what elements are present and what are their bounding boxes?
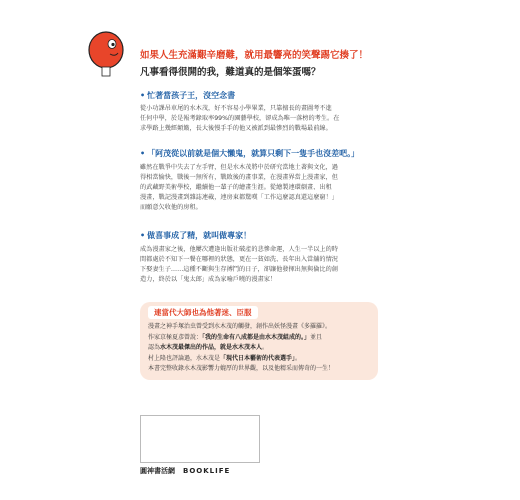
headline: 如果人生充滿艱辛磨難，就用最響亮的笑聲踢它揍了！ — [140, 50, 369, 61]
bullet-icon: • — [140, 149, 146, 158]
brand-logo: BOOKLIFE — [183, 467, 231, 475]
callout-body — [148, 322, 368, 375]
section-2-title: • 「阿茂從以前就是個大懶鬼，就算只剩下一隻手也沒差吧。」 — [140, 149, 360, 158]
section-1-body: 從小功課吊車尾的水木茂，好不容易小學畢業，只靠擅長的畫圖考不進 任何中學，於是報考錄取率99%的園藝學校，卻成為唯一落榜的考生。在 求學路上幾經顛簸，長大後慢手手的他又被派到最慘烈的戰場最前線。 — [140, 105, 340, 132]
callout-title: 連當代大師也為他著迷、臣服 — [148, 306, 258, 319]
subheadline: 凡事看得很開的我，難道真的是個笨蛋嗎？ — [140, 67, 321, 78]
callout-line: 漫畫之神手塚治虫曾受到水木茂的觸發，創作出妖怪漫畫《多羅羅》。 — [148, 323, 332, 330]
blank-image-box — [140, 415, 260, 463]
section-2-body: 雖然在戰爭中失去了左手臂，但是水木茂將中於研究當地土著與文化，過 得相當愉快，戰後一無所有，戰敗後的畫事業，在漫畫界當上漫畫家，但 的武藏野美術學校，繼續他一輩子的繪畫生涯。從繪製連環劇畫、出租 漫畫，戰記漫畫到雜誌連載，連房東都驚嘆「工作這麼認真還這麼窮！」 而願意欠收他的房租。 — [140, 164, 338, 211]
mascot-illustration — [86, 30, 126, 78]
callout-line: 作家京極夏彥曾說：「我的生命有八成都是由水木茂組成的。」並且 — [148, 333, 323, 341]
section-1-title: • 忙著當孩子王，沒空念書 — [140, 91, 236, 100]
section-3-body: 成為漫畫家之後，他屢次遭逢出版社破產的悲慘命運，人生一半以上的時 間都處於不知下一餐在哪裡的狀態，更在一貧如洗、長年出入當舖的情況 下娶妻生子……這種不斷與生存搏鬥的日子，卻讓他發揮出無與倫比的創 造力，終於以「鬼太郎」成為家喻戶曉的漫畫家！ — [140, 246, 338, 283]
section-3-title: • 做喜事成了精，就叫做專家！ — [140, 231, 252, 240]
bullet-icon: • — [140, 91, 146, 100]
publisher-name: 圓神書活網 — [140, 467, 175, 475]
callout-line: 村上隆也評論過，水木茂是「現代日本藝術的代表選手」。 — [148, 354, 302, 362]
callout-line: 認為水木茂最傑出的作品，就是水木茂本人。 — [148, 344, 269, 351]
callout-line: 本書完整收錄水木茂影響力媲厚的世界觀，以及他精采而傳奇的一生！ — [148, 365, 335, 372]
bullet-icon: • — [140, 231, 146, 240]
endorsement-callout — [140, 302, 378, 380]
publisher-footer — [140, 466, 230, 476]
